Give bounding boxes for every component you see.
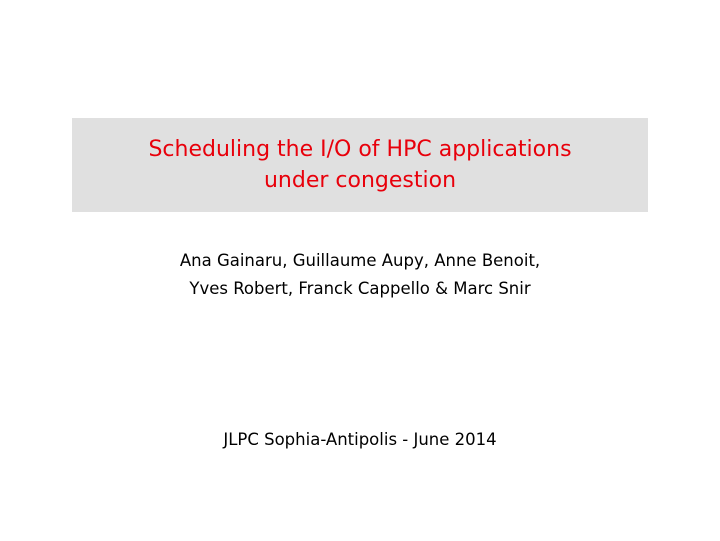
slide-title-line-2: under congestion xyxy=(263,168,457,193)
authors xyxy=(0,247,720,303)
authors-line-2: Yves Robert, Franck Cappello & Marc Snir xyxy=(189,279,531,298)
authors-line-1: Ana Gainaru, Guillaume Aupy, Anne Benoit, xyxy=(179,251,541,270)
title-box xyxy=(72,118,648,212)
event-info: JLPC Sophia-Antipolis - June 2014 xyxy=(223,430,497,449)
slide-title-line-1: Scheduling the I/O of HPC applications xyxy=(148,137,572,162)
